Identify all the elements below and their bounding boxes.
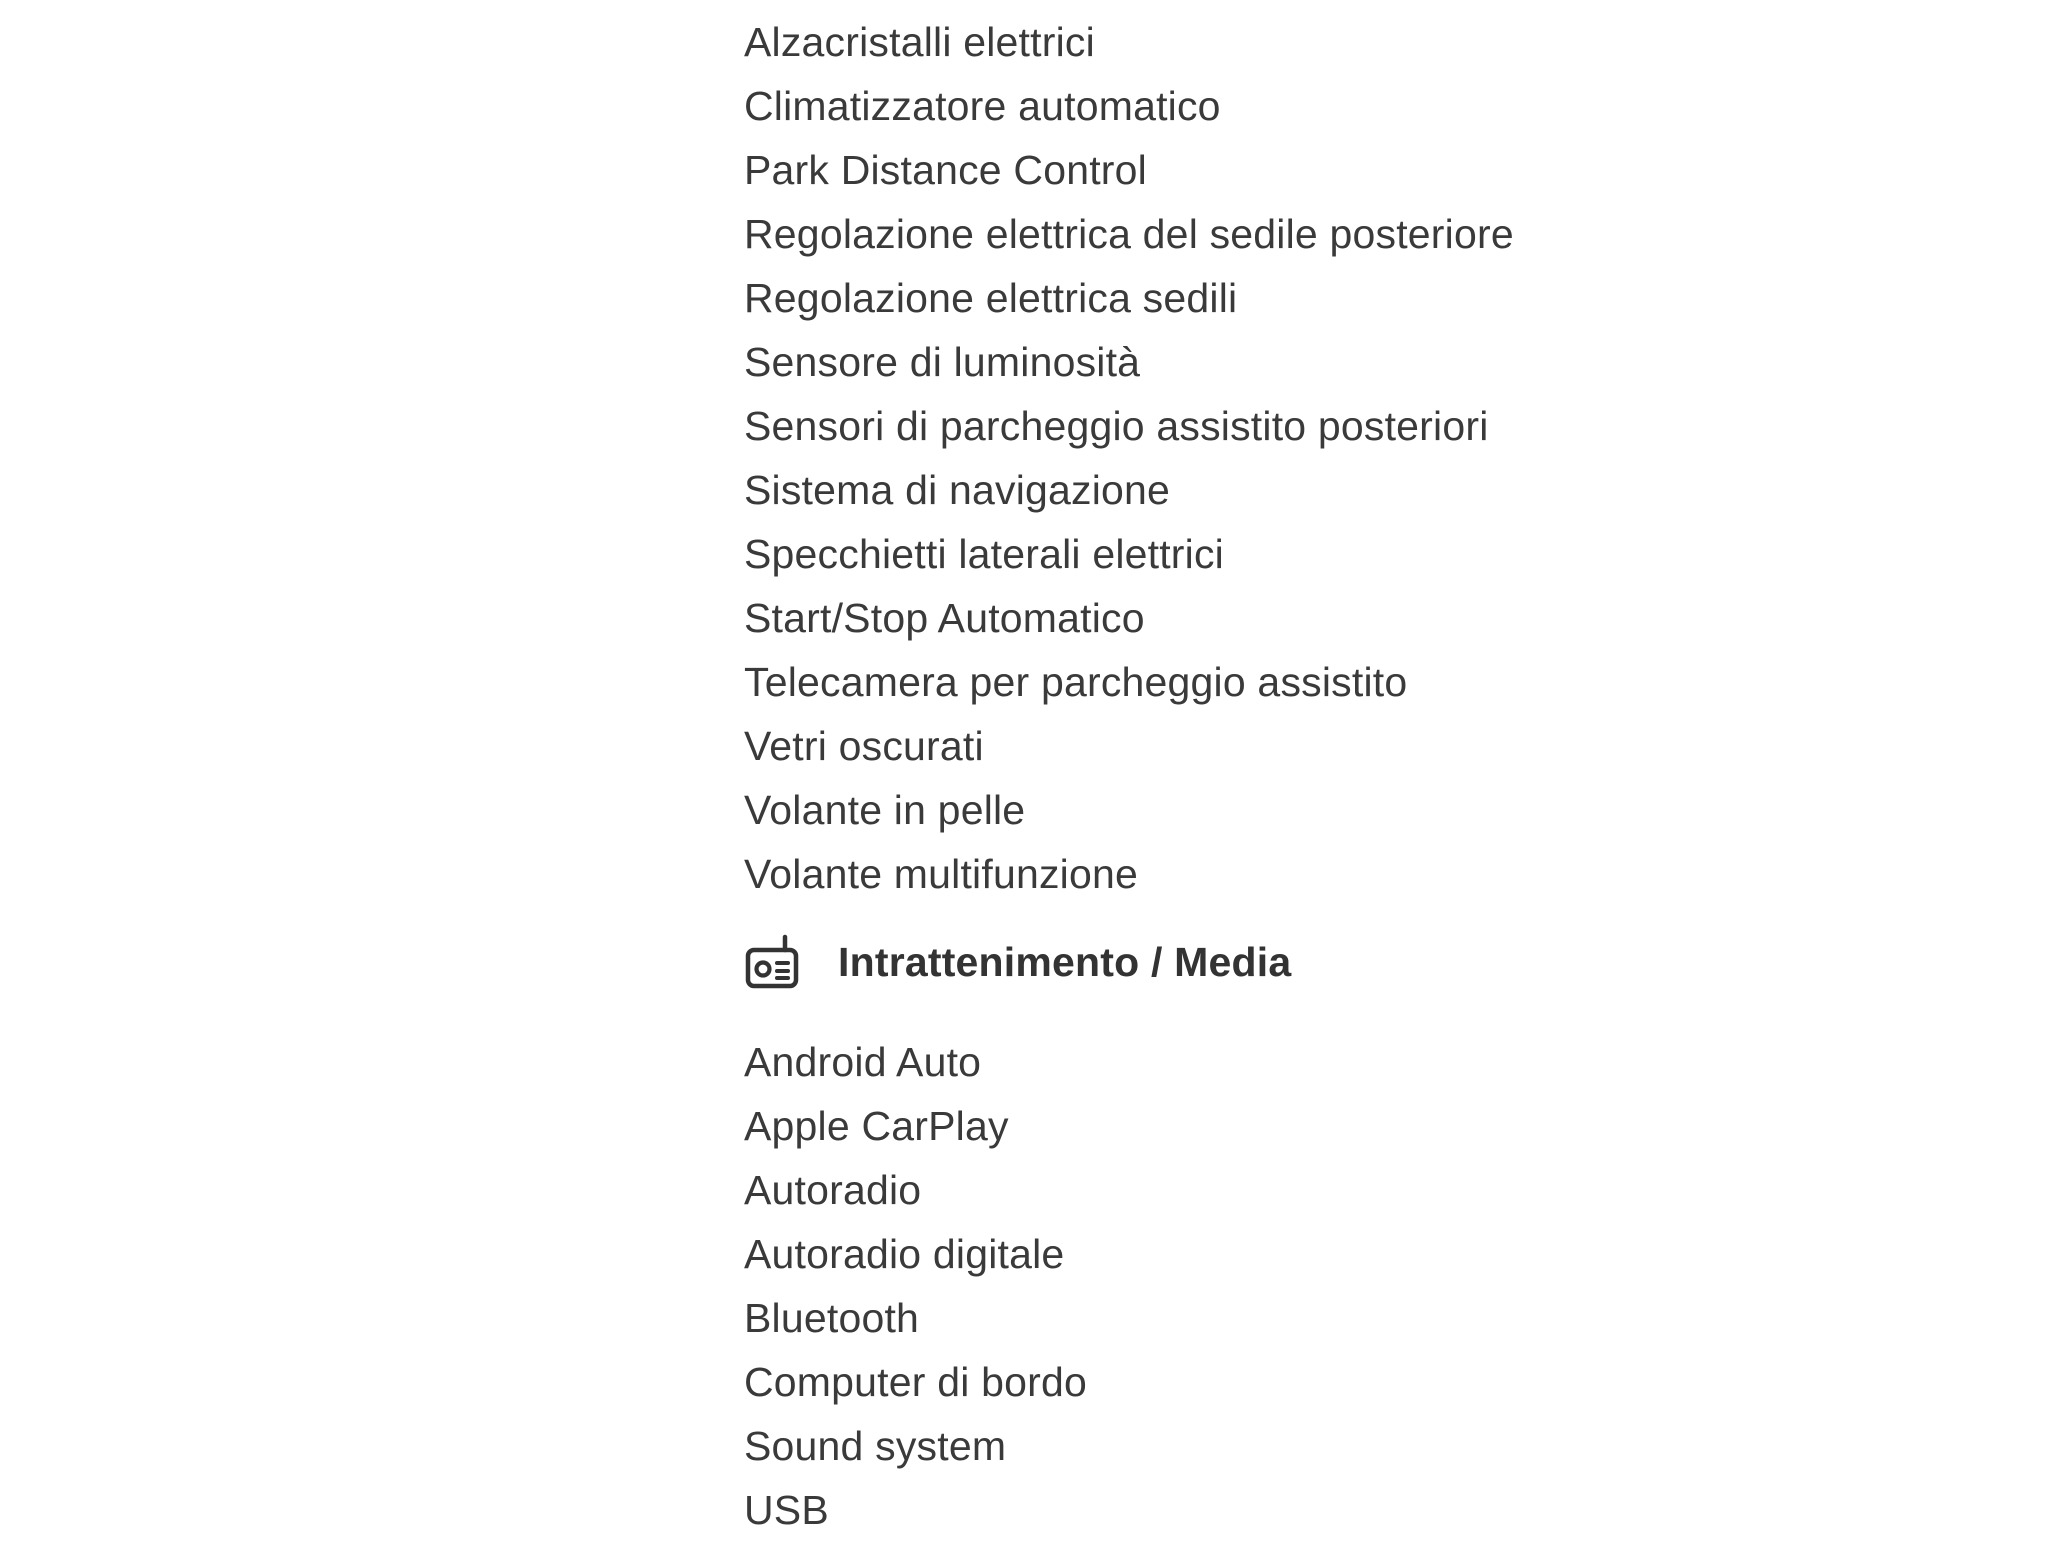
list-item: Bluetooth xyxy=(744,1295,920,1341)
list-item: USB xyxy=(744,1487,829,1533)
list-item: Sistema di navigazione xyxy=(744,467,1171,513)
list-item: Computer di bordo xyxy=(744,1359,1087,1405)
list-item: Start/Stop Automatico xyxy=(744,595,1145,641)
list-item: Android Auto xyxy=(744,1039,982,1085)
section-title: Intrattenimento / Media xyxy=(838,938,1292,985)
list-item: Specchietti laterali elettrici xyxy=(744,531,1224,577)
list-item: Sensore di luminosità xyxy=(744,339,1141,385)
list-item: Sound system xyxy=(744,1423,1007,1469)
list-item: Park Distance Control xyxy=(744,147,1147,193)
media-section-header xyxy=(744,933,1291,991)
media-feature-list xyxy=(744,1030,1087,1542)
list-item: Autoradio xyxy=(744,1167,922,1213)
list-item: Apple CarPlay xyxy=(744,1103,1009,1149)
list-item: Alzacristalli elettrici xyxy=(744,19,1095,65)
list-item: Regolazione elettrica sedili xyxy=(744,275,1238,321)
list-item: Autoradio digitale xyxy=(744,1231,1065,1277)
comfort-feature-list xyxy=(744,10,1514,906)
list-item: Vetri oscurati xyxy=(744,723,984,769)
list-item: Sensori di parcheggio assistito posteriori xyxy=(744,403,1489,449)
list-item: Regolazione elettrica del sedile posteriore xyxy=(744,211,1514,257)
list-item: Climatizzatore automatico xyxy=(744,83,1221,129)
list-item: Volante in pelle xyxy=(744,787,1026,833)
list-item: Telecamera per parcheggio assistito xyxy=(744,659,1408,705)
radio-icon xyxy=(744,933,800,991)
list-item: Volante multifunzione xyxy=(744,851,1138,897)
